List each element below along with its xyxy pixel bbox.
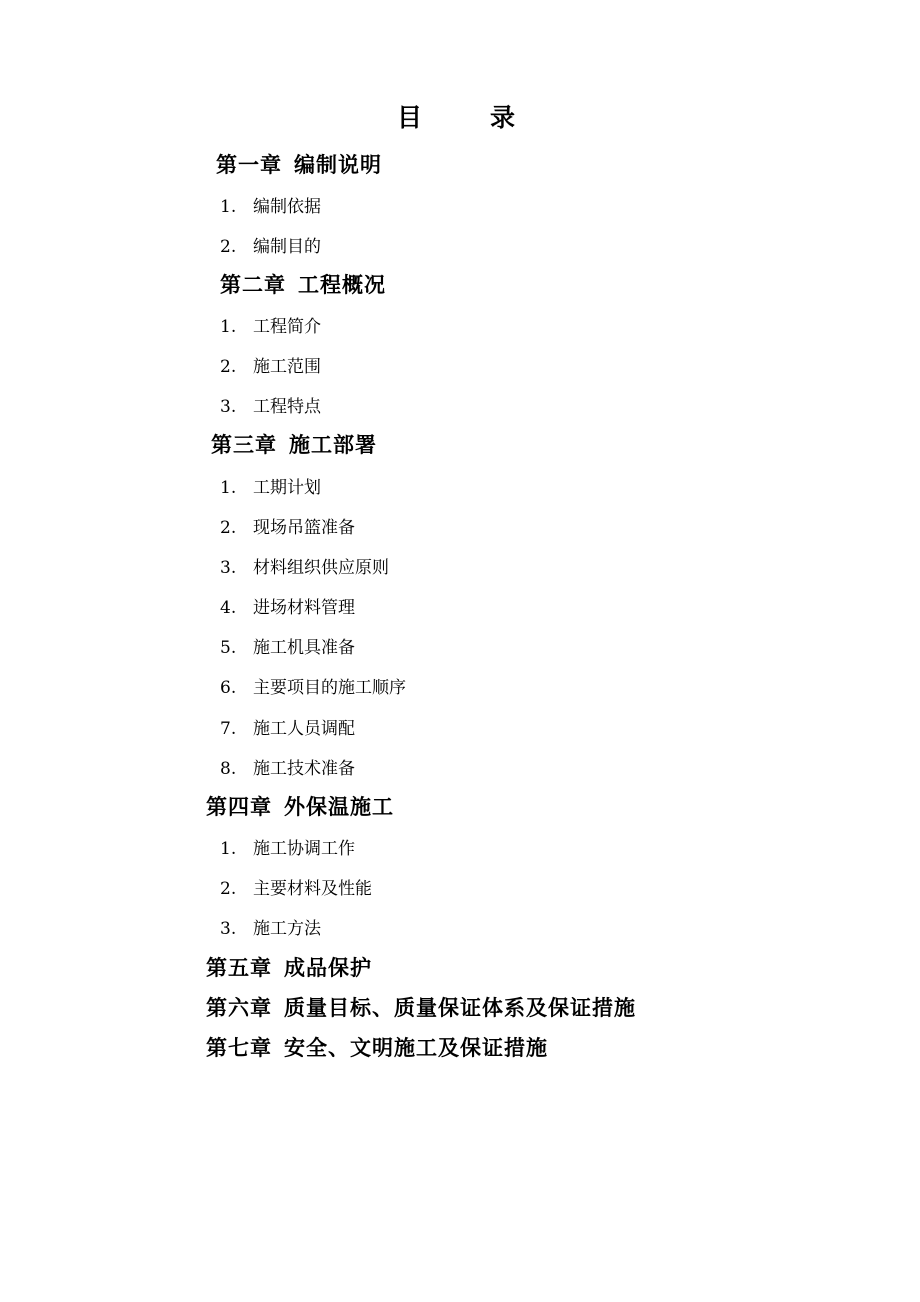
item-index: 8. <box>220 759 237 779</box>
toc-item[interactable] <box>220 194 321 220</box>
item-index: 6. <box>220 678 237 698</box>
toc-chapter-1[interactable] <box>216 150 382 180</box>
toc-chapter-5[interactable] <box>206 953 372 983</box>
item-text: 工期计划 <box>253 478 321 498</box>
item-text: 现场吊篮准备 <box>253 518 355 538</box>
chapter-title: 成品保护 <box>284 956 372 980</box>
item-text: 主要项目的施工顺序 <box>253 678 406 698</box>
chapter-title: 质量目标、质量保证体系及保证措施 <box>284 996 636 1020</box>
chapter-label: 第五章 <box>206 956 272 980</box>
item-index: 3. <box>220 919 237 939</box>
toc-chapter-4[interactable] <box>206 792 394 822</box>
item-index: 3. <box>220 397 237 417</box>
chapter-label: 第七章 <box>206 1036 272 1060</box>
toc-item[interactable] <box>220 555 389 581</box>
item-text: 施工协调工作 <box>253 839 355 859</box>
item-text: 施工机具准备 <box>253 638 355 658</box>
toc-item[interactable] <box>220 836 355 862</box>
item-text: 进场材料管理 <box>253 598 355 618</box>
item-index: 2. <box>220 357 237 377</box>
toc-item[interactable] <box>220 716 355 742</box>
item-index: 2. <box>220 879 237 899</box>
item-index: 1. <box>220 197 237 217</box>
item-text: 材料组织供应原则 <box>253 558 389 578</box>
item-text: 施工方法 <box>253 919 321 939</box>
toc-chapter-7[interactable] <box>206 1033 548 1063</box>
toc-chapter-6[interactable] <box>206 993 636 1023</box>
item-index: 3. <box>220 558 237 578</box>
toc-item[interactable] <box>220 595 355 621</box>
item-text: 施工人员调配 <box>253 719 355 739</box>
chapter-title: 施工部署 <box>289 433 377 457</box>
chapter-label: 第三章 <box>211 433 277 457</box>
toc-item[interactable] <box>220 475 321 501</box>
chapter-label: 第二章 <box>220 273 286 297</box>
item-text: 编制目的 <box>253 237 321 257</box>
toc-item[interactable] <box>220 354 321 380</box>
item-index: 2. <box>220 518 237 538</box>
chapter-title: 编制说明 <box>294 153 382 177</box>
toc-item[interactable] <box>220 916 321 942</box>
item-index: 1. <box>220 478 237 498</box>
item-index: 1. <box>220 839 237 859</box>
item-text: 主要材料及性能 <box>253 879 372 899</box>
toc-item[interactable] <box>220 314 321 340</box>
toc-item[interactable] <box>220 515 355 541</box>
toc-item[interactable] <box>220 876 372 902</box>
chapter-title: 安全、文明施工及保证措施 <box>284 1036 548 1060</box>
toc-item[interactable] <box>220 756 355 782</box>
toc-item[interactable] <box>220 394 321 420</box>
toc-item[interactable] <box>220 234 321 260</box>
toc-item[interactable] <box>220 635 355 661</box>
item-index: 1. <box>220 317 237 337</box>
chapter-label: 第一章 <box>216 153 282 177</box>
item-text: 工程特点 <box>253 397 321 417</box>
item-text: 施工范围 <box>253 357 321 377</box>
chapter-label: 第六章 <box>206 996 272 1020</box>
item-text: 工程简介 <box>253 317 321 337</box>
toc-title: 目录 <box>396 103 583 132</box>
item-index: 2. <box>220 237 237 257</box>
item-index: 5. <box>220 638 237 658</box>
chapter-title: 工程概况 <box>298 273 386 297</box>
chapter-label: 第四章 <box>206 795 272 819</box>
item-text: 施工技术准备 <box>253 759 355 779</box>
item-index: 7. <box>220 719 237 739</box>
toc-chapter-3[interactable] <box>211 430 377 460</box>
chapter-title: 外保温施工 <box>284 795 394 819</box>
item-text: 编制依据 <box>253 197 321 217</box>
toc-item[interactable] <box>220 675 406 701</box>
item-index: 4. <box>220 598 237 618</box>
toc-chapter-2[interactable] <box>220 270 386 300</box>
